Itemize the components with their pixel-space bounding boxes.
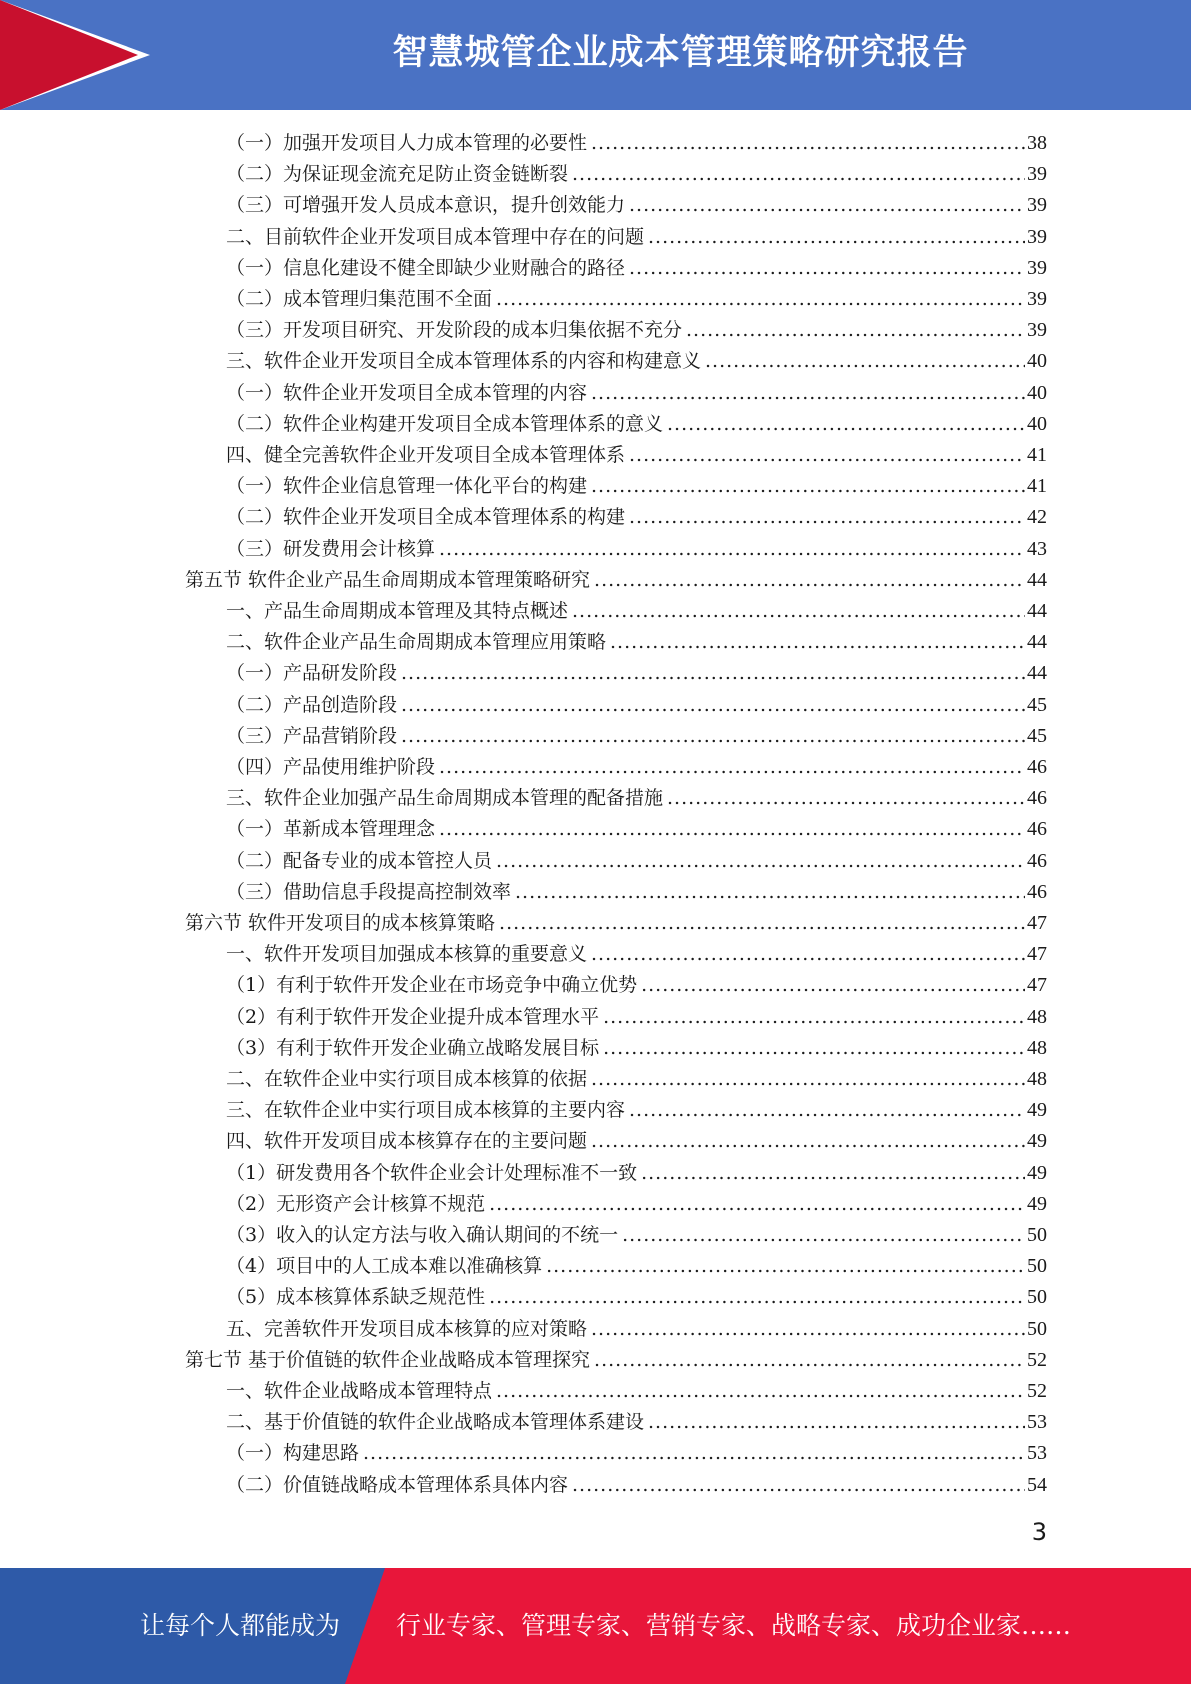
toc-entry-page: 39 xyxy=(1027,256,1047,279)
toc-entry[interactable] xyxy=(226,1126,1047,1157)
toc-entry-page: 46 xyxy=(1027,880,1047,903)
toc-entry-title: （一）信息化建设不健全即缺少业财融合的路径 xyxy=(226,256,626,279)
toc-entry-title: 第七节 基于价值链的软件企业战略成本管理探究 xyxy=(185,1348,591,1371)
toc-entry[interactable] xyxy=(226,1220,1047,1251)
toc-entry-page: 38 xyxy=(1027,132,1047,154)
toc-entry-title: 三、软件企业加强产品生命周期成本管理的配备措施 xyxy=(226,787,664,810)
toc-entry-page: 53 xyxy=(1027,1411,1047,1434)
toc-dot-leader xyxy=(629,1095,1025,1126)
toc-dot-leader xyxy=(591,939,1025,970)
toc-dot-leader xyxy=(591,128,1025,159)
toc-entry-title: （二）软件企业开发项目全成本管理体系的构建 xyxy=(226,506,626,529)
toc-entry-title: （1）研发费用各个软件企业会计处理标准不一致 xyxy=(226,1161,638,1184)
toc-entry-page: 47 xyxy=(1027,974,1047,997)
toc-dot-leader xyxy=(648,1407,1025,1438)
toc-dot-leader xyxy=(401,658,1025,689)
toc-entry-title: 五、完善软件开发项目成本核算的应对策略 xyxy=(226,1317,588,1340)
toc-dot-leader xyxy=(591,1126,1025,1157)
toc-entry-title: 一、软件开发项目加强成本核算的重要意义 xyxy=(226,943,588,966)
toc-entry-page: 45 xyxy=(1027,693,1047,716)
toc-entry-title: （一）革新成本管理理念 xyxy=(226,818,436,841)
toc-dot-leader xyxy=(705,346,1025,377)
toc-entry[interactable] xyxy=(226,1002,1047,1033)
toc-dot-leader xyxy=(439,534,1025,565)
toc-dot-leader xyxy=(489,1282,1025,1313)
toc-entry[interactable] xyxy=(226,534,1047,565)
toc-entry-title: （四）产品使用维护阶段 xyxy=(226,756,436,778)
toc-entry-page: 40 xyxy=(1027,381,1047,404)
toc-dot-leader xyxy=(401,690,1025,721)
toc-entry-title: （2）有利于软件开发企业提升成本管理水平 xyxy=(226,1005,600,1028)
toc-entry-title: 二、软件企业产品生命周期成本管理应用策略 xyxy=(226,631,607,654)
toc-entry-page: 44 xyxy=(1027,600,1047,622)
toc-dot-leader xyxy=(603,1002,1025,1033)
toc-dot-leader xyxy=(496,846,1025,877)
toc-entry-title: 第五节 软件企业产品生命周期成本管理策略研究 xyxy=(185,568,591,591)
toc-entry-page: 50 xyxy=(1027,1224,1047,1246)
toc-entry[interactable] xyxy=(226,1033,1047,1064)
toc-entry[interactable] xyxy=(226,1376,1047,1407)
toc-entry[interactable] xyxy=(226,1282,1047,1313)
toc-dot-leader xyxy=(667,783,1025,814)
toc-entry-page: 54 xyxy=(1027,1473,1047,1496)
toc-entry-page: 39 xyxy=(1027,163,1047,186)
toc-entry[interactable] xyxy=(226,346,1047,377)
toc-dot-leader xyxy=(572,159,1025,190)
toc-entry[interactable] xyxy=(226,502,1047,533)
toc-entry-page: 47 xyxy=(1027,912,1047,934)
toc-entry-page: 53 xyxy=(1027,1442,1047,1465)
toc-entry-title: 二、基于价值链的软件企业战略成本管理体系建设 xyxy=(226,1411,645,1434)
toc-entry-page: 49 xyxy=(1027,1161,1047,1184)
header-banner xyxy=(0,0,1191,110)
toc-entry[interactable] xyxy=(226,1064,1047,1095)
toc-entry-page: 41 xyxy=(1027,475,1047,498)
toc-entry[interactable] xyxy=(226,409,1047,440)
toc-dot-leader xyxy=(591,471,1025,502)
toc-entry-title: （二）软件企业构建开发项目全成本管理体系的意义 xyxy=(226,412,664,435)
toc-dot-leader xyxy=(572,1470,1025,1501)
toc-dot-leader xyxy=(401,721,1025,752)
toc-entry[interactable] xyxy=(226,939,1047,970)
page-number: 3 xyxy=(1031,1518,1047,1546)
toc-entry-title: （3）有利于软件开发企业确立战略发展目标 xyxy=(226,1036,600,1059)
toc-dot-leader xyxy=(667,409,1025,440)
toc-entry-title: 四、软件开发项目成本核算存在的主要问题 xyxy=(226,1130,588,1153)
toc-dot-leader xyxy=(591,378,1025,409)
toc-dot-leader xyxy=(591,1314,1025,1345)
toc-entry-page: 44 xyxy=(1027,631,1047,654)
toc-entry-page: 39 xyxy=(1027,194,1047,217)
toc-entry-title: （4）项目中的人工成本难以准确核算 xyxy=(226,1255,543,1278)
footer-slogan-left: 让每个人都能成为 xyxy=(140,1611,341,1640)
toc-entry-title: 一、软件企业战略成本管理特点 xyxy=(226,1380,493,1402)
toc-entry-title: （一）产品研发阶段 xyxy=(226,662,398,685)
footer-slogan-right: 行业专家、管理专家、营销专家、战略专家、成功企业家…… xyxy=(396,1611,1072,1640)
toc-entry[interactable] xyxy=(226,846,1047,877)
toc-entry[interactable] xyxy=(226,970,1047,1001)
toc-entry[interactable] xyxy=(226,128,1047,159)
toc-entry[interactable] xyxy=(226,1407,1047,1438)
toc-entry[interactable] xyxy=(226,627,1047,658)
toc-entry-title: （一）构建思路 xyxy=(226,1442,360,1465)
toc-entry-page: 46 xyxy=(1027,787,1047,810)
toc-dot-leader xyxy=(496,284,1025,315)
toc-entry-page: 42 xyxy=(1027,506,1047,529)
toc-entry[interactable] xyxy=(226,1470,1047,1501)
toc-entry-title: 一、产品生命周期成本管理及其特点概述 xyxy=(226,600,569,622)
toc-entry-title: 第六节 软件开发项目的成本核算策略 xyxy=(185,912,496,934)
toc-entry-page: 40 xyxy=(1027,350,1047,373)
toc-entry-title: （1）有利于软件开发企业在市场竞争中确立优势 xyxy=(226,974,638,997)
toc-entry-title: （2）无形资产会计核算不规范 xyxy=(226,1192,486,1215)
toc-entry-title: （一）加强开发项目人力成本管理的必要性 xyxy=(226,132,588,154)
toc-entry[interactable] xyxy=(226,721,1047,752)
toc-entry[interactable] xyxy=(185,1345,1047,1376)
toc-entry[interactable] xyxy=(226,471,1047,502)
toc-entry-page: 49 xyxy=(1027,1130,1047,1153)
toc-dot-leader xyxy=(489,1189,1025,1220)
toc-entry[interactable] xyxy=(226,284,1047,315)
toc-entry-page: 50 xyxy=(1027,1317,1047,1340)
toc-entry-title: 二、在软件企业中实行项目成本核算的依据 xyxy=(226,1068,588,1090)
toc-entry-page: 45 xyxy=(1027,724,1047,747)
toc-dot-leader xyxy=(686,315,1025,346)
toc-dot-leader xyxy=(629,502,1025,533)
toc-entry[interactable] xyxy=(226,159,1047,190)
toc-dot-leader xyxy=(496,1376,1025,1407)
toc-entry[interactable] xyxy=(226,253,1047,284)
toc-entry[interactable] xyxy=(226,190,1047,221)
toc-entry[interactable] xyxy=(226,1438,1047,1469)
toc-dot-leader xyxy=(499,908,1025,939)
toc-entry-page: 47 xyxy=(1027,943,1047,966)
toc-entry[interactable] xyxy=(226,1251,1047,1282)
toc-entry-title: （三）研发费用会计核算 xyxy=(226,537,436,560)
toc-dot-leader xyxy=(603,1033,1025,1064)
toc-entry-title: （二）产品创造阶段 xyxy=(226,693,398,716)
toc-entry-page: 48 xyxy=(1027,1068,1047,1090)
toc-entry[interactable] xyxy=(226,783,1047,814)
toc-dot-leader xyxy=(641,970,1025,1001)
toc-entry-title: 三、软件企业开发项目全成本管理体系的内容和构建意义 xyxy=(226,350,702,373)
toc-entry-title: （一）软件企业信息管理一体化平台的构建 xyxy=(226,475,588,498)
toc-entry-page: 46 xyxy=(1027,756,1047,778)
toc-dot-leader xyxy=(515,877,1025,908)
toc-entry-title: （三）借助信息手段提高控制效率 xyxy=(226,880,512,903)
toc-entry[interactable] xyxy=(226,814,1047,845)
toc-entry-title: （二）价值链战略成本管理体系具体内容 xyxy=(226,1473,569,1496)
toc-entry[interactable] xyxy=(226,378,1047,409)
report-title: 智慧城管企业成本管理策略研究报告 xyxy=(392,33,969,73)
toc-entry-page: 48 xyxy=(1027,1005,1047,1028)
toc-dot-leader xyxy=(648,222,1025,253)
toc-entry-title: （三）开发项目研究、开发阶段的成本归集依据不充分 xyxy=(226,319,683,342)
toc-entry[interactable] xyxy=(185,565,1047,596)
header-chevron-arrow xyxy=(0,0,138,110)
toc-entry-title: （三）可增强开发人员成本意识，提升创效能力 xyxy=(226,194,626,217)
toc-entry-title: 三、在软件企业中实行项目成本核算的主要内容 xyxy=(226,1099,626,1122)
toc-entry-page: 43 xyxy=(1027,537,1047,560)
toc-entry-page: 39 xyxy=(1027,319,1047,342)
toc-entry-page: 44 xyxy=(1027,662,1047,685)
toc-entry-page: 50 xyxy=(1027,1255,1047,1278)
toc-entry-page: 46 xyxy=(1027,849,1047,872)
toc-entry-title: （3）收入的认定方法与收入确认期间的不统一 xyxy=(226,1224,619,1246)
toc-entry-page: 50 xyxy=(1027,1286,1047,1309)
toc-entry-page: 48 xyxy=(1027,1036,1047,1059)
toc-entry-title: （二）配备专业的成本管控人员 xyxy=(226,849,493,872)
toc-entry-title: （三）产品营销阶段 xyxy=(226,724,398,747)
toc-dot-leader xyxy=(610,627,1025,658)
toc-entry[interactable] xyxy=(226,1189,1047,1220)
toc-entry[interactable] xyxy=(226,440,1047,471)
toc-entry-page: 44 xyxy=(1027,568,1047,591)
toc-dot-leader xyxy=(591,1064,1025,1095)
toc-entry-page: 39 xyxy=(1027,288,1047,310)
toc-dot-leader xyxy=(594,1345,1025,1376)
toc-dot-leader xyxy=(622,1220,1025,1251)
toc-entry[interactable] xyxy=(226,222,1047,253)
toc-dot-leader xyxy=(572,596,1025,627)
toc-entry[interactable] xyxy=(185,908,1047,939)
toc-entry[interactable] xyxy=(226,1095,1047,1126)
toc-entry[interactable] xyxy=(226,658,1047,689)
footer-banner xyxy=(0,1568,1191,1684)
toc-dot-leader xyxy=(629,253,1025,284)
toc-dot-leader xyxy=(629,190,1025,221)
toc-entry-title: （二）成本管理归集范围不全面 xyxy=(226,288,493,310)
toc-entry-page: 52 xyxy=(1027,1380,1047,1402)
toc-dot-leader xyxy=(439,814,1025,845)
toc-entry-page: 46 xyxy=(1027,818,1047,841)
toc-dot-leader xyxy=(629,440,1025,471)
toc-entry-page: 39 xyxy=(1027,225,1047,248)
toc-entry-page: 40 xyxy=(1027,412,1047,435)
toc-entry-title: （一）软件企业开发项目全成本管理的内容 xyxy=(226,381,588,404)
toc-entry-page: 52 xyxy=(1027,1348,1047,1371)
toc-entry[interactable] xyxy=(226,315,1047,346)
toc-entry[interactable] xyxy=(226,752,1047,783)
toc-dot-leader xyxy=(439,752,1025,783)
toc-dot-leader xyxy=(594,565,1025,596)
toc-entry[interactable] xyxy=(226,1158,1047,1189)
toc-entry-title: 四、健全完善软件企业开发项目全成本管理体系 xyxy=(226,444,626,466)
toc-entry[interactable] xyxy=(226,596,1047,627)
toc-entry-title: （5）成本核算体系缺乏规范性 xyxy=(226,1286,486,1309)
toc-entry-title: 二、目前软件企业开发项目成本管理中存在的问题 xyxy=(226,225,645,248)
toc-dot-leader xyxy=(546,1251,1025,1282)
toc-entry[interactable] xyxy=(226,1314,1047,1345)
toc-entry-page: 49 xyxy=(1027,1099,1047,1122)
toc-entry-page: 49 xyxy=(1027,1192,1047,1215)
toc-entry-title: （二）为保证现金流充足防止资金链断裂 xyxy=(226,163,569,186)
toc-entry[interactable] xyxy=(226,877,1047,908)
toc-dot-leader xyxy=(641,1158,1025,1189)
toc-entry-page: 41 xyxy=(1027,444,1047,466)
toc-dot-leader xyxy=(363,1438,1025,1469)
toc-entry[interactable] xyxy=(226,690,1047,721)
